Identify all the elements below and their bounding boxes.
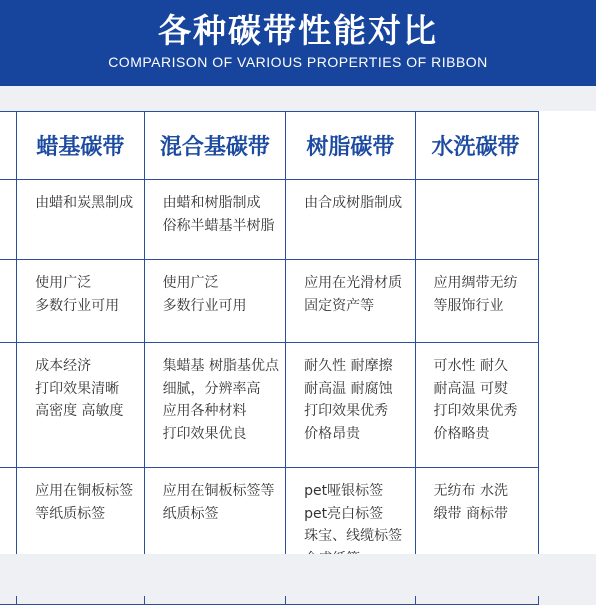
table-cell: 使用广泛 多数行业可用 — [144, 260, 286, 343]
header-cell-resin-ribbon: 树脂碳带 — [286, 112, 415, 180]
header-cell-wax-ribbon: 蜡基碳带 — [17, 112, 144, 180]
row-label — [0, 260, 17, 343]
row-label — [0, 180, 17, 260]
table-cell: 应用在铜板标签等 纸质标签 — [144, 468, 286, 605]
table-cell: 可水性 耐久 耐高温 可熨 打印效果优秀 价格略贵 — [415, 343, 538, 468]
table-cell: 成本经济 打印效果清晰 高密度 高敏度 — [17, 343, 144, 468]
header-cell-category — [0, 112, 17, 180]
table-cell: 无纺布 水洗 缎带 商标带 — [415, 468, 538, 605]
comparison-table — [0, 111, 539, 605]
comparison-table-frame — [0, 111, 596, 554]
table-row — [0, 180, 539, 260]
header-cell-wax-resin-ribbon: 混合基碳带 — [144, 112, 286, 180]
bottom-background — [0, 554, 596, 596]
table-row — [0, 343, 539, 468]
table-cell: 应用绸带无纺 等服饰行业 — [415, 260, 538, 343]
table-cell — [415, 180, 538, 260]
page-title: 各种碳带性能对比 — [158, 11, 438, 50]
table-cell: pet哑银标签 pet亮白标签 珠宝、线缆标签 — [286, 468, 415, 605]
table-header-row — [0, 112, 539, 180]
table-cell: 使用广泛 多数行业可用 — [17, 260, 144, 343]
header-banner — [0, 0, 596, 86]
table-cell: 耐久性 耐摩擦 耐高温 耐腐蚀 打印效果优秀 价格昂贵 — [286, 343, 415, 468]
page-subtitle: COMPARISON OF VARIOUS PROPERTIES OF RIBBON — [108, 54, 488, 70]
table-cell: 由蜡和炭黑制成 — [17, 180, 144, 260]
table-cell: 由蜡和树脂制成 俗称半蜡基半树脂 — [144, 180, 286, 260]
header-cell-washable-ribbon: 水洗碳带 — [415, 112, 538, 180]
table-cell: 集蜡基 树脂基优点 细腻，分辨率高 应用各种材料 打印效果优良 — [144, 343, 286, 468]
table-cell: 应用在光滑材质 固定资产等 — [286, 260, 415, 343]
table-cell: 由合成树脂制成 — [286, 180, 415, 260]
table-cell: 应用在铜板标签 等纸质标签 — [17, 468, 144, 605]
row-label — [0, 343, 17, 468]
table-row — [0, 260, 539, 343]
